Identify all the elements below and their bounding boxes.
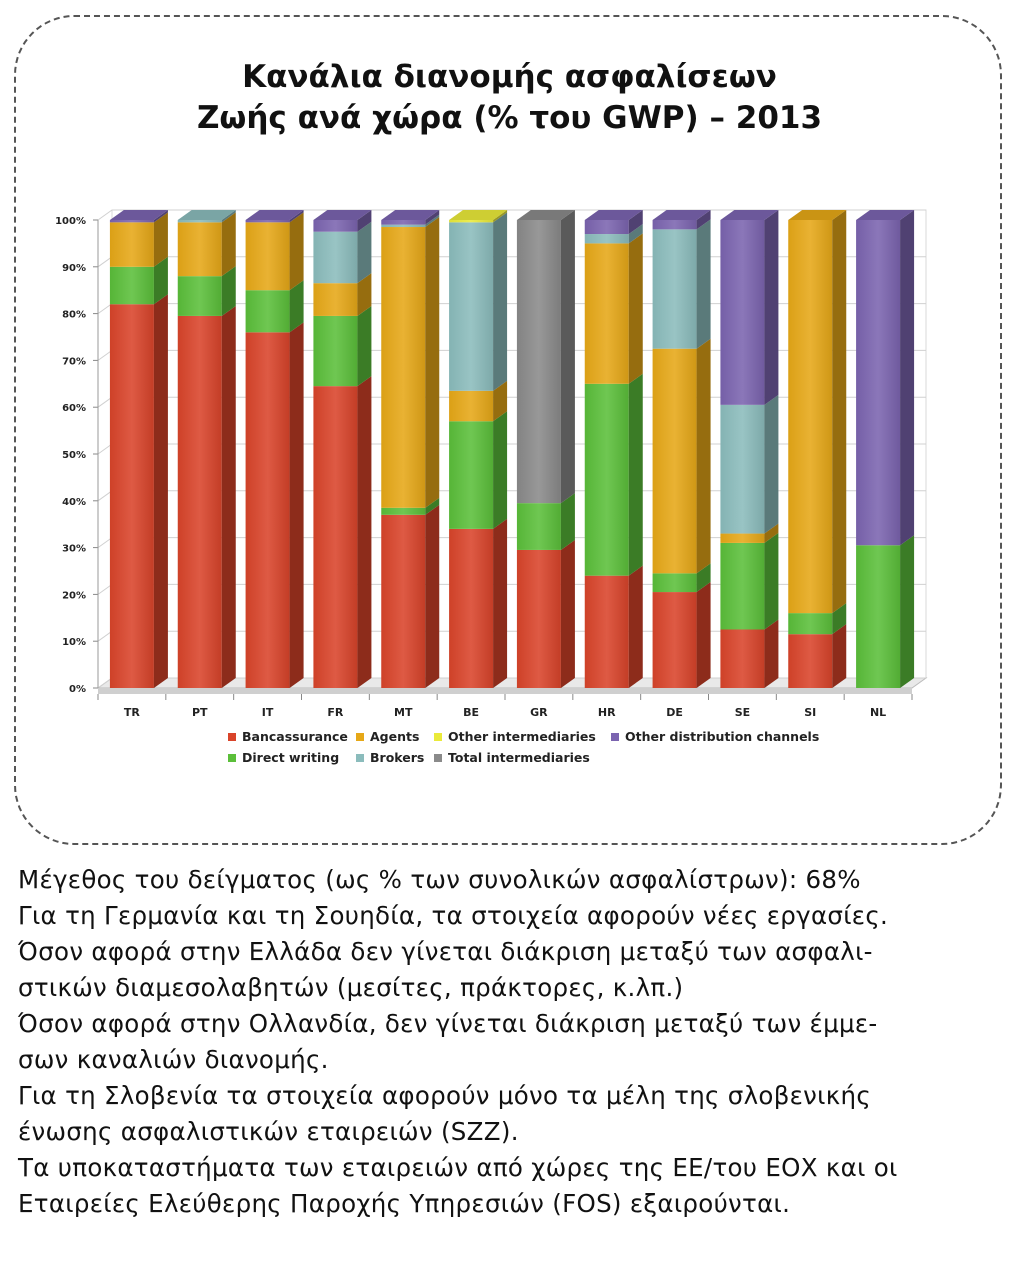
bar-segment-NL-direct_writing bbox=[856, 545, 900, 688]
note-line: Για τη Σλοβενία τα στοιχεία αφορούν μόνο τα μέλη της σλοβενικής bbox=[18, 1081, 871, 1110]
x-tick-label: HR bbox=[597, 706, 616, 719]
legend-swatch bbox=[434, 754, 442, 762]
y-tick-label: 50% bbox=[62, 450, 86, 461]
x-tick-label: IT bbox=[261, 706, 274, 719]
gridline-depth bbox=[98, 397, 112, 407]
gridline-depth bbox=[98, 257, 112, 267]
bar-segment-GR-total_intermediaries bbox=[517, 220, 561, 503]
bar-side-GR-total_intermediaries bbox=[561, 210, 575, 503]
legend-label: Bancassurance bbox=[242, 729, 348, 744]
bar-segment-DE-brokers bbox=[653, 229, 697, 348]
bar-segment-PT-agents bbox=[178, 222, 222, 276]
bar-segment-DE-agents bbox=[653, 349, 697, 574]
note-line: Όσον αφορά στην Ελλάδα δεν γίνεται διάκριση μεταξύ των ασφαλι- bbox=[18, 937, 873, 966]
bar-segment-MT-agents bbox=[381, 227, 425, 508]
note-line: Όσον αφορά στην Ολλανδία, δεν γίνεται διάκριση μεταξύ των έμμε- bbox=[18, 1009, 878, 1038]
bar-segment-FR-direct_writing bbox=[313, 316, 357, 386]
bar-side-SE-direct_writing bbox=[764, 533, 778, 630]
bar-segment-BE-other_intermediaries bbox=[449, 220, 493, 222]
legend-item-total_intermediaries bbox=[434, 750, 590, 765]
legend-item-direct_writing bbox=[228, 750, 339, 765]
bar-segment-DE-other_distribution_channels bbox=[653, 220, 697, 229]
gridline-depth bbox=[98, 210, 112, 220]
y-tick-label: 20% bbox=[62, 590, 86, 602]
y-tick-label: 40% bbox=[62, 496, 86, 508]
note-line: Εταιρείες Ελεύθερης Παροχής Υπηρεσιών (FOS) εξαιρούνται. bbox=[18, 1189, 791, 1218]
bar-side-DE-agents bbox=[697, 339, 711, 574]
legend-label: Direct writing bbox=[242, 750, 340, 765]
legend-item-bancassurance bbox=[228, 729, 348, 744]
bar-segment-PT-brokers bbox=[178, 220, 222, 222]
bar-segment-MT-brokers bbox=[381, 225, 425, 227]
chart-title-line-2: Ζωής ανά χώρα (% του GWP) – 2013 bbox=[196, 100, 823, 136]
bar-segment-SI-direct_writing bbox=[788, 613, 832, 634]
bar-segment-PT-bancassurance bbox=[178, 316, 222, 688]
bar-segment-SI-agents bbox=[788, 220, 832, 613]
bar-side-DE-bancassurance bbox=[697, 582, 711, 688]
bar-segment-SE-agents bbox=[720, 534, 764, 543]
bar-segment-DE-direct_writing bbox=[653, 573, 697, 592]
bar-segment-HR-agents bbox=[585, 243, 629, 383]
bar-segment-BE-agents bbox=[449, 391, 493, 421]
bar-segment-GR-bancassurance bbox=[517, 550, 561, 688]
bar-segment-TR-other_distribution_channels bbox=[110, 220, 154, 222]
y-tick-label: 10% bbox=[62, 637, 86, 649]
bar-side-MT-bancassurance bbox=[425, 505, 439, 688]
bar-side-TR-bancassurance bbox=[154, 294, 168, 688]
bar-side-SE-other_distribution_channels bbox=[764, 210, 778, 405]
y-tick-label: 0% bbox=[69, 684, 86, 695]
bar-segment-SE-bancassurance bbox=[720, 630, 764, 689]
note-line: Μέγεθος του δείγματος (ως % των συνολικών ασφαλίστρων): 68% bbox=[18, 865, 861, 894]
bar-segment-SI-bancassurance bbox=[788, 634, 832, 688]
note-line: στικών διαμεσολαβητών (μεσίτες, πράκτορες, κ.λπ.) bbox=[18, 973, 684, 1002]
bar-side-IT-bancassurance bbox=[290, 322, 304, 688]
x-tick-label: PT bbox=[191, 706, 208, 719]
legend-label: Other distribution channels bbox=[625, 729, 820, 744]
bar-segment-MT-other_distribution_channels bbox=[381, 220, 425, 225]
bar-segment-SE-brokers bbox=[720, 405, 764, 534]
bar-segment-DE-bancassurance bbox=[653, 592, 697, 688]
y-tick-label: 70% bbox=[62, 356, 86, 368]
bar-side-SI-bancassurance bbox=[832, 624, 846, 688]
bar-side-FR-bancassurance bbox=[357, 376, 371, 688]
bar-segment-FR-other_distribution_channels bbox=[313, 220, 357, 232]
x-tick-label: FR bbox=[327, 706, 344, 719]
bar-side-DE-brokers bbox=[697, 219, 711, 348]
bar-side-GR-direct_writing bbox=[561, 493, 575, 550]
y-tick-label: 90% bbox=[62, 262, 86, 274]
bar-segment-MT-bancassurance bbox=[381, 515, 425, 688]
x-tick-label: TR bbox=[123, 706, 140, 719]
bar-segment-BE-brokers bbox=[449, 222, 493, 390]
bar-side-BE-bancassurance bbox=[493, 519, 507, 688]
note-line: σων καναλιών διανομής. bbox=[18, 1045, 329, 1074]
bar-side-HR-agents bbox=[629, 233, 643, 383]
bar-side-PT-bancassurance bbox=[222, 306, 236, 688]
bar-segment-FR-agents bbox=[313, 283, 357, 316]
bar-side-SE-bancassurance bbox=[764, 620, 778, 689]
bar-segment-TR-direct_writing bbox=[110, 267, 154, 304]
bar-segment-PT-direct_writing bbox=[178, 276, 222, 316]
legend-label: Total intermediaries bbox=[448, 750, 590, 765]
bar-side-GR-bancassurance bbox=[561, 540, 575, 688]
x-tick-label: NL bbox=[869, 706, 887, 719]
plot-floor-edge bbox=[98, 688, 912, 694]
bar-segment-FR-bancassurance bbox=[313, 386, 357, 688]
y-tick-label: 60% bbox=[62, 403, 86, 415]
bar-segment-FR-brokers bbox=[313, 232, 357, 283]
gridline-depth bbox=[98, 304, 112, 314]
bar-side-FR-direct_writing bbox=[357, 306, 371, 386]
bar-side-NL-other_distribution_channels bbox=[900, 210, 914, 545]
bar-side-NL-direct_writing bbox=[900, 535, 914, 688]
legend-item-brokers bbox=[356, 750, 424, 765]
bar-segment-GR-direct_writing bbox=[517, 503, 561, 550]
bar-segment-HR-brokers bbox=[585, 234, 629, 243]
bar-side-IT-agents bbox=[290, 212, 304, 290]
legend-swatch bbox=[228, 733, 236, 741]
legend-swatch bbox=[356, 733, 364, 741]
legend-swatch bbox=[356, 754, 364, 762]
bar-side-BE-direct_writing bbox=[493, 411, 507, 529]
x-tick-label: BE bbox=[463, 706, 480, 719]
bar-segment-HR-direct_writing bbox=[585, 384, 629, 576]
x-tick-label: SE bbox=[734, 706, 751, 719]
chart-title-line-1: Κανάλια διανομής ασφαλίσεων bbox=[242, 59, 777, 95]
legend-item-other_intermediaries bbox=[434, 729, 596, 744]
bar-side-SI-agents bbox=[832, 210, 846, 613]
bar-segment-IT-bancassurance bbox=[246, 332, 290, 688]
gridline-depth bbox=[98, 350, 112, 360]
bar-side-BE-brokers bbox=[493, 212, 507, 390]
bar-side-MT-agents bbox=[425, 217, 439, 508]
y-tick-label: 30% bbox=[62, 543, 86, 555]
bar-segment-SE-direct_writing bbox=[720, 543, 764, 630]
bar-segment-BE-direct_writing bbox=[449, 421, 493, 529]
gridline-depth bbox=[98, 631, 112, 641]
legend-swatch bbox=[611, 733, 619, 741]
x-tick-label: DE bbox=[666, 706, 683, 719]
note-line: ένωσης ασφαλιστικών εταιρειών (SZZ). bbox=[18, 1117, 519, 1146]
bar-segment-HR-bancassurance bbox=[585, 576, 629, 688]
legend-swatch bbox=[434, 733, 442, 741]
legend-label: Other intermediaries bbox=[448, 729, 596, 744]
y-tick-label: 80% bbox=[62, 309, 86, 321]
x-tick-label: MT bbox=[394, 706, 413, 719]
bar-side-SE-brokers bbox=[764, 395, 778, 534]
gridline-depth bbox=[98, 444, 112, 454]
note-line: Τα υποκαταστήματα των εταιρειών από χώρες της ΕΕ/του ΕΟΧ και οι bbox=[18, 1153, 898, 1182]
bar-segment-TR-agents bbox=[110, 222, 154, 266]
bar-side-HR-bancassurance bbox=[629, 566, 643, 688]
bar-segment-HR-other_distribution_channels bbox=[585, 220, 629, 234]
gridline-depth bbox=[98, 491, 112, 501]
gridline-depth bbox=[98, 584, 112, 594]
bar-segment-IT-direct_writing bbox=[246, 290, 290, 332]
x-tick-label: SI bbox=[804, 706, 817, 719]
legend-label: Agents bbox=[370, 729, 420, 744]
y-tick-label: 100% bbox=[55, 216, 86, 227]
legend-label: Brokers bbox=[370, 750, 425, 765]
chart-legend bbox=[228, 729, 848, 773]
legend-item-agents bbox=[356, 729, 419, 744]
legend-swatch bbox=[228, 754, 236, 762]
bar-segment-NL-other_distribution_channels bbox=[856, 220, 900, 545]
gridline-depth bbox=[98, 538, 112, 548]
bar-segment-BE-bancassurance bbox=[449, 529, 493, 688]
x-tick-label: GR bbox=[530, 706, 548, 719]
bar-segment-TR-bancassurance bbox=[110, 304, 154, 688]
bar-segment-MT-direct_writing bbox=[381, 508, 425, 515]
note-line: Για τη Γερμανία και τη Σουηδία, τα στοιχεία αφορούν νέες εργασίες. bbox=[18, 901, 889, 930]
bar-side-FR-brokers bbox=[357, 222, 371, 283]
bar-side-HR-direct_writing bbox=[629, 374, 643, 576]
bar-segment-IT-other_distribution_channels bbox=[246, 220, 290, 222]
bar-segment-SE-other_distribution_channels bbox=[720, 220, 764, 405]
bar-side-PT-agents bbox=[222, 212, 236, 276]
bar-segment-IT-agents bbox=[246, 222, 290, 290]
legend-item-other_distribution_channels bbox=[611, 729, 819, 744]
